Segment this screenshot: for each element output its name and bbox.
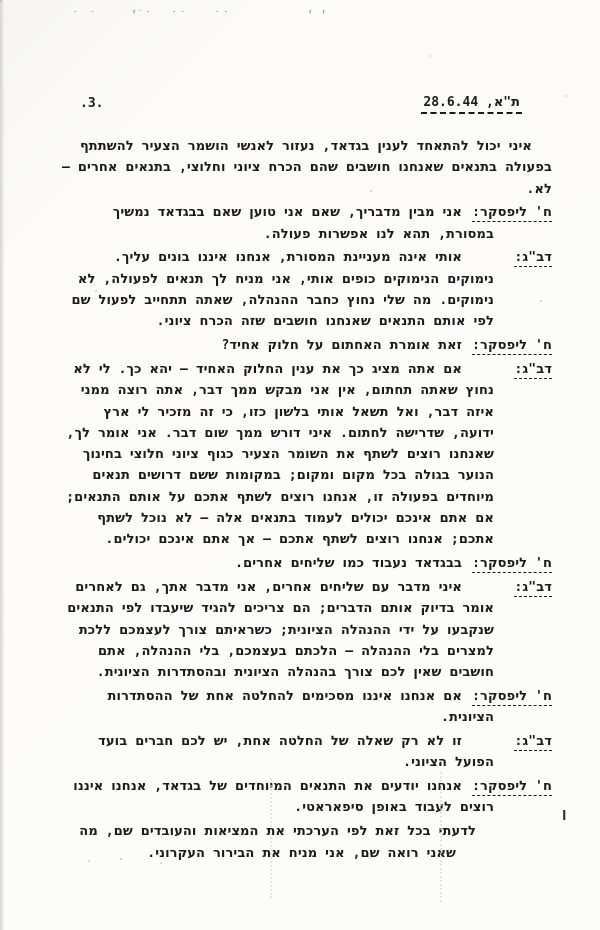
dialogue-paragraph — [62, 247, 552, 332]
speaker-label-text: ח' ליפסקר: — [472, 556, 552, 572]
dialogue-paragraph — [62, 359, 552, 551]
dialogue-paragraph — [62, 731, 552, 774]
scan-dotted-artifact — [440, 772, 442, 902]
speaker-label — [470, 335, 552, 356]
speaker-label — [470, 553, 552, 574]
scan-margin-artifact: ן — [562, 806, 567, 821]
speaker-label-text: דב"ג: — [514, 734, 552, 750]
speaker-label-text: ח' ליפסקר: — [472, 688, 552, 704]
speaker-label — [470, 202, 552, 223]
speaker-label — [470, 686, 552, 707]
speech-text: איני מדבר עם שליחים אחרים, אני מדבר אתך, גם לאחרים אומר בדיוק אותם הדברים; הם צריכים להגיד שיעבדו לפי התנאים שנקבעו על ידי ההנהלה הציונית; כשראיתם צורך לעצמכם ללכת למצרים בלי ההנהלה – הלכתם בעצמכם, בלי ההנהלה, אתם חושבים שאין לכם צורך בהנהלה הציונית ובהסתדרות הציונית. — [67, 579, 494, 681]
scan-dotted-artifact — [270, 778, 272, 898]
speech-text: לדעתי בכל זאת לפי הערכתי את המציאות והעובדים שם, מה שאני רואה שם, אני מניח את הבירור העקרוני. — [79, 824, 476, 861]
dialogue-paragraph — [62, 136, 552, 200]
document-date: ת"א, 28.6.44 — [421, 95, 522, 114]
dialogue-paragraph — [62, 776, 552, 819]
speech-text: אם אנחנו איננו מסכימים להחלטה אחת של ההסתדרות הציונית. — [107, 688, 494, 726]
speech-text: זאת אומרת האחתום על חלוק אחיד? — [221, 338, 462, 354]
speaker-label-text: ח' ליפסקר: — [472, 338, 552, 354]
scan-top-edge-artifact: - - ו ו ·· ·· ·׳ז — [72, 8, 328, 16]
speech-text: בבגדאד נעבוד כמו שליחים אחרים. — [235, 556, 462, 572]
speech-text: אותי אינה מעניינת המסורת, אנחנו איננו בונים עליך. נימוקים הנימוקים כופים אותי, אני מניח לך תנאים לפעולה, לא נימוקים. מה שלי נחוץ כחבר ההנהלה, שאתה תתחייב לפעול שם לפי אותם התנאים שאנחנו חושבים שזה הכרח ציוני. — [71, 250, 494, 330]
speaker-label-text: דב"ג: — [514, 250, 552, 266]
dialogue-paragraph — [62, 335, 552, 356]
dialogue-paragraph — [62, 821, 552, 864]
speaker-label — [470, 359, 552, 380]
dialogue-paragraph — [62, 553, 552, 574]
dialogue-transcript — [62, 136, 552, 866]
speaker-label-text: דב"ג: — [514, 579, 552, 595]
speech-text: אם אתה מציג כך את ענין החלוק האחיד – יהא כך. לי לא נחוץ שאתה תחתום, אין אני מבקש ממך דבר, אתה רוצה ממני איזה דבר, ואל תשאל אותי בלשון כזו, כי זה מזכיר לי ארץ ידועה, שדרישה לחתום. איני דורש ממך שום דבר. אני אומר לך, שאנחנו רוצים לשתף את השומר הצעיר כגוף ציוני חלוצי בחינוך הנוער בגולה בכל מקום ומקום; במקומות ששם דרושים תנאים מיוחדים בפעולה זו, אנחנו רוצים לשתף אתכם על אותם התנאים; אם אתם אינכם יכולים לעמוד בתנאים אלה – לא נוכל לשתף אתכם; אנחנו רוצים לשתף אתכם – אך אתם אינכם יכולים. — [66, 361, 494, 548]
page-number: .3. — [80, 96, 104, 111]
speaker-label-text: ח' ליפסקר: — [472, 205, 552, 221]
scan-left-edge-artifact — [0, 0, 4, 930]
speech-text: איני יכול להתאחד לענין בגדאד, נעזור לאנשי הושמר הצעיר להשתתף בפעולה בתנאים שאנחנו חושבים שהם הכרח ציוני וחלוצי, בתנאים אחרים – לא. — [62, 139, 552, 197]
speech-text: אנחנו יודעים את התנאים המיוחדים של בגדאד, אנחנו איננו רוצים לעבוד באופן סיפאראטי. — [73, 779, 494, 816]
speaker-label — [470, 247, 552, 268]
speaker-label — [470, 776, 552, 797]
speaker-label-text: ח' ליפסקר: — [472, 779, 552, 795]
speaker-label — [470, 577, 552, 598]
dialogue-paragraph — [62, 577, 552, 683]
speech-text: אני מבין מדבריך, שאם אני טוען שאם בבגדאד נמשיך במסורת, תהא לנו אפשרות פעולה. — [112, 205, 494, 242]
scan-speckles — [0, 0, 2, 2]
speaker-label — [470, 731, 552, 752]
dialogue-paragraph — [62, 686, 552, 729]
speaker-label-text: דב"ג: — [514, 361, 552, 377]
dialogue-paragraph — [62, 202, 552, 245]
speech-text: זו לא רק שאלה של החלטה אחת, יש לכם חברים בועד הפועל הציוני. — [98, 734, 494, 771]
